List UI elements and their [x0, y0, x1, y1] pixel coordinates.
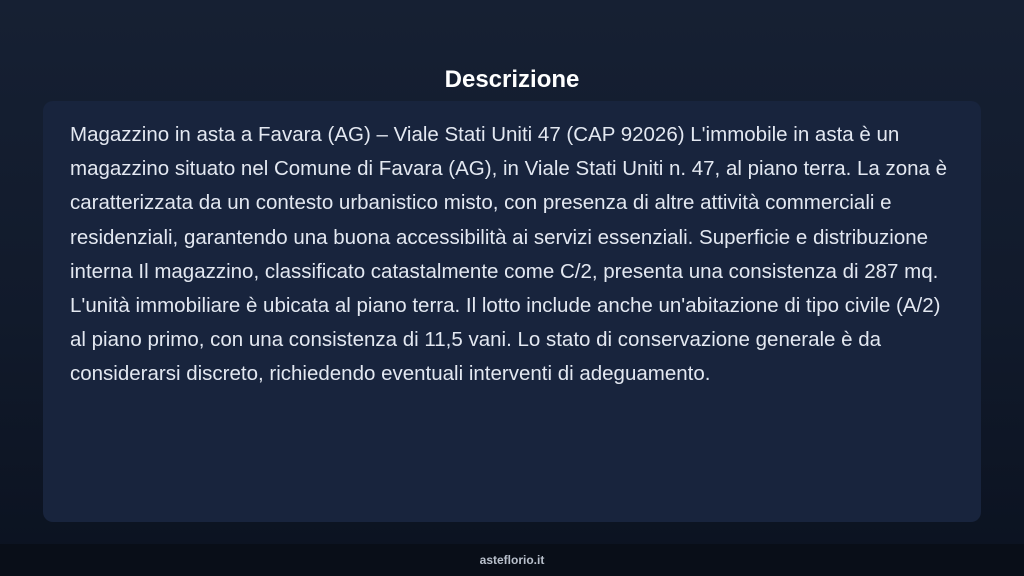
footer-site-name: asteflorio.it	[479, 553, 545, 567]
footer	[0, 544, 1024, 576]
description-text: Magazzino in asta a Favara (AG) – Viale Stati Uniti 47 (CAP 92026) L'immobile in asta è un magazzino situato nel Comune di Favara (AG), in Viale Stati Uniti n. 47, al piano terra. La zona è caratterizzata da un contesto urbanistico misto, con presenza di altre attività commerciali e residenziali, garantendo una buona accessibilità ai servizi essenziali. Superficie e distribuzione interna Il magazzino, classificato catastalmente come C/2, presenta una consistenza di 287 mq. L'unità immobiliare è ubicata al piano terra. Il lotto include anche un'abitazione di tipo civile (A/2) al piano primo, con una consistenza di 11,5 vani. Lo stato di conservazione generale è da considerarsi discreto, richiedendo eventuali interventi di adeguamento.	[70, 123, 948, 386]
description-card	[43, 101, 981, 522]
page-title: Descrizione	[444, 66, 580, 94]
